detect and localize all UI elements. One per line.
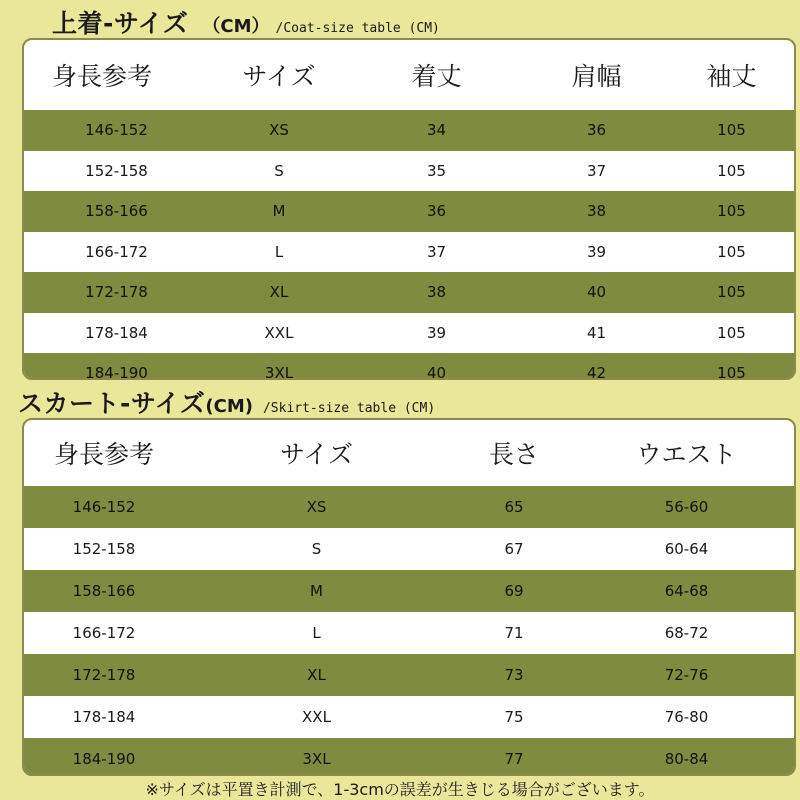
table-row — [24, 151, 794, 192]
table-cell: 68-72 — [664, 624, 709, 642]
coat-size-table — [22, 38, 796, 380]
table-cell: 71 — [504, 624, 524, 642]
table-cell: 172-178 — [85, 283, 148, 302]
table-row — [24, 191, 794, 232]
table-cell: XXL — [302, 708, 331, 726]
table-cell: 3XL — [302, 750, 331, 768]
table-row — [24, 612, 794, 654]
table-row — [24, 313, 794, 354]
table-row — [24, 272, 794, 313]
table-cell: 65 — [504, 498, 524, 516]
table-cell: 72-76 — [664, 666, 709, 684]
table-row — [24, 654, 794, 696]
skirt-title: スカート-サイズ — [18, 389, 206, 418]
table-cell: M — [272, 202, 286, 221]
table-row — [24, 232, 794, 273]
table-cell: 60-64 — [664, 540, 709, 558]
table-cell: 41 — [586, 323, 607, 342]
table-cell: L — [312, 624, 321, 642]
table-cell: 158-166 — [85, 202, 148, 221]
table-cell: 105 — [717, 202, 746, 221]
table-cell: 152-158 — [72, 540, 136, 558]
skirt-header-waist: ウエスト — [636, 440, 737, 469]
table-cell: 184-190 — [72, 750, 136, 768]
table-cell: M — [310, 582, 323, 600]
table-cell: L — [274, 242, 284, 261]
table-cell: 36 — [586, 121, 607, 140]
coat-section-title — [52, 4, 800, 40]
table-cell: 146-152 — [72, 498, 136, 516]
table-cell: 105 — [717, 364, 746, 380]
table-cell: 166-172 — [85, 242, 148, 261]
table-cell: 178-184 — [72, 708, 136, 726]
table-cell: 42 — [586, 364, 607, 380]
table-cell: 105 — [717, 121, 746, 140]
table-cell: XL — [269, 283, 289, 302]
table-row — [24, 570, 794, 612]
table-cell: 75 — [504, 708, 524, 726]
table-cell: 38 — [586, 202, 607, 221]
skirt-header-size: サイズ — [279, 440, 353, 469]
table-cell: 105 — [717, 283, 746, 302]
table-cell: XXL — [264, 323, 294, 342]
coat-header-length: 着丈 — [411, 62, 462, 91]
skirt-header-length: 長さ — [488, 440, 539, 469]
coat-header-shoulder: 肩幅 — [571, 62, 622, 91]
skirt-size-table — [22, 418, 796, 776]
table-row — [24, 353, 794, 380]
table-cell: 69 — [504, 582, 524, 600]
table-cell: 105 — [717, 323, 746, 342]
table-cell: 146-152 — [85, 121, 148, 140]
skirt-subtitle: /Skirt-size table (CM) — [262, 401, 436, 416]
coat-header-size: サイズ — [242, 62, 316, 91]
table-row — [24, 696, 794, 738]
table-cell: 38 — [426, 283, 447, 302]
table-cell: 76-80 — [664, 708, 709, 726]
table-cell: XS — [306, 498, 327, 516]
coat-subtitle: /Coat-size table (CM) — [275, 21, 440, 36]
coat-header-sleeve: 袖丈 — [706, 62, 757, 91]
table-cell: 184-190 — [85, 364, 148, 380]
table-row — [24, 528, 794, 570]
table-cell: 40 — [426, 364, 447, 380]
skirt-section-title — [18, 384, 800, 420]
table-cell: 67 — [504, 540, 524, 558]
coat-header-height: 身長参考 — [52, 62, 153, 91]
table-cell: 3XL — [264, 364, 294, 380]
table-cell: 37 — [426, 242, 447, 261]
table-cell: 172-178 — [72, 666, 136, 684]
table-cell: 80-84 — [664, 750, 709, 768]
table-cell: 77 — [504, 750, 524, 768]
table-cell: 158-166 — [72, 582, 136, 600]
table-row — [24, 110, 794, 151]
skirt-unit: (CM) — [205, 396, 253, 417]
table-row — [24, 486, 794, 528]
table-cell: 39 — [426, 323, 447, 342]
table-cell: 36 — [426, 202, 447, 221]
table-cell: S — [274, 161, 284, 180]
coat-title: 上着-サイズ — [52, 9, 189, 38]
table-cell: 34 — [426, 121, 447, 140]
coat-unit: （CM） — [202, 16, 270, 37]
table-cell: 73 — [504, 666, 524, 684]
table-cell: 35 — [426, 161, 447, 180]
skirt-header-height: 身長参考 — [54, 440, 155, 469]
table-cell: 37 — [586, 161, 607, 180]
table-cell: XS — [269, 121, 289, 140]
measurement-note: ※サイズは平置き計測で、1-3cmの誤差が生きじる場合がございます。 — [145, 780, 655, 799]
table-cell: 40 — [586, 283, 607, 302]
table-cell: S — [311, 540, 322, 558]
table-cell: 56-60 — [664, 498, 709, 516]
table-cell: 64-68 — [664, 582, 709, 600]
coat-header-row — [24, 40, 794, 110]
table-row — [24, 738, 794, 776]
table-cell: 166-172 — [72, 624, 136, 642]
table-cell: 152-158 — [85, 161, 148, 180]
table-cell: 39 — [586, 242, 607, 261]
table-cell: XL — [307, 666, 326, 684]
skirt-header-row — [24, 420, 794, 486]
table-cell: 178-184 — [85, 323, 148, 342]
table-cell: 105 — [717, 161, 746, 180]
table-cell: 105 — [717, 242, 746, 261]
